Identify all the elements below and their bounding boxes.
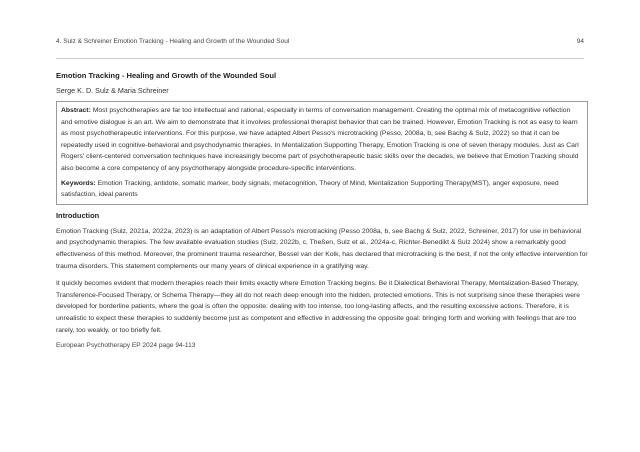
keywords-label: Keywords: <box>61 179 96 187</box>
keywords-text: Emotion Tracking, antidote, somatic marker, body signals, metacognition, Theory of Mind, Mentalization Supporting Therapy(MST), anger exposure, need satisfaction, ideal parents <box>61 179 559 199</box>
journal-citation-footer: European Psychotherapy EP 2024 page 94-113 <box>56 342 196 350</box>
header-divider <box>56 58 584 59</box>
abstract-box <box>56 101 588 205</box>
introduction-paragraph-2: It quickly becomes evident that modern therapies reach their limits exactly where Emotion Tracking begins. Be it Dialectical Behavioral Therapy, Mentalization-Based Therapy, Transference-Focused Therapy, or Schema Therapy—they all do not reach deep enough into the hidden, protected emotions. This is not surprising since these therapies were developed for borderline patients, where the goal is often the opposite: dealing with too intense, too long-lasting affects, and the resulting excessive actions. Therefore, it is unrealistic to expect these therapies to suddenly become just as competent and effective in addressing the opposite goal: bringing forth and working with feelings that are too rarely, too weakly, or too briefly felt. <box>56 280 581 334</box>
running-head <box>56 38 584 45</box>
abstract-text: Most psychotherapies are far too intellectual and rational, especially in terms of conversation management. Creating the optimal mix of metacognitive reflection and emotive dialogue is an art. We aim to demonstrate that it involves professional therapist behavior that can be trained. However, Emotion Tracking is not as easy to learn as most psychotherapeutic interventions. For this purpose, we have adapted Albert Pesso's microtracking (Pesso, 2008a, b, see Bachg & Sulz, 2022) so that it can be repeatedly used in cognitive-behavioral and psychodynamic therapies. In Mentalization Supporting Therapy, Emotion Tracking is one of seven therapy modules. Just as Carl Rogers' client-centered conversation techniques have increasingly become part of psychotherapeutic basic skills over the decades, we believe that Emotion Tracking should also become a core competency of any psychotherapy alongside procedure-specific interventions. <box>61 107 579 172</box>
introduction-paragraph-1: Emotion Tracking (Sulz, 2021a, 2022a, 2023) is an adaptation of Albert Pesso's microtracking (Pesso 2008a, b, see Bachg & Sulz, 2022, Schreiner, 2017) for use in behavioral and psychodynamic therapies. The few available evaluation studies (Sulz, 2022b, c, Theßen, Sulz et al., 2024a-c, Richter-Benedikt & Sulz 2024) show a remarkably good effectiveness of this method. Moreover, the prominent trauma researcher, Bessel van der Kolk, has declared that microtracking is the best, if not the only effective intervention for trauma disorders. This statement complements our many years of clinical experience in a gratifying way. <box>56 227 588 270</box>
keywords-paragraph <box>61 178 583 201</box>
article-title: Emotion Tracking - Healing and Growth of the Wounded Soul <box>56 71 277 80</box>
running-head-title: 4. Sulz & Schreiner Emotion Tracking - Healing and Growth of the Wounded Soul <box>56 38 290 45</box>
page-number: 94 <box>576 38 584 45</box>
article-body <box>56 71 588 349</box>
introduction-heading: Introduction <box>56 210 100 220</box>
article-authors: Serge K. D. Sulz & Maria Schreiner <box>56 86 169 95</box>
abstract-paragraph <box>61 105 583 175</box>
abstract-label: Abstract: <box>61 107 91 114</box>
